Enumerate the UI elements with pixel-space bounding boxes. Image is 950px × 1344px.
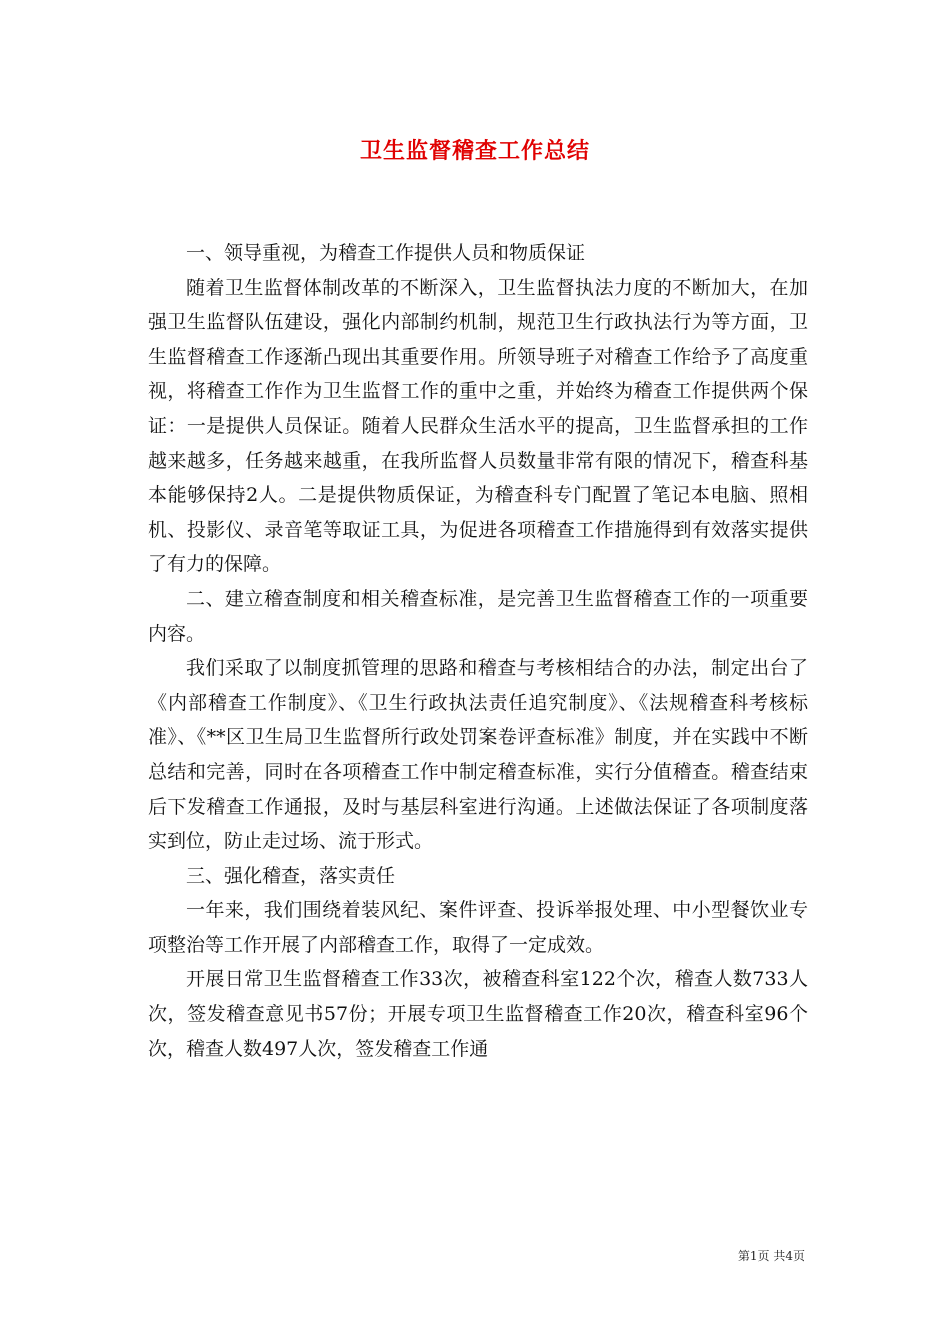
- paragraph-2: 我们采取了以制度抓管理的思路和稽查与考核相结合的办法，制定出台了《内部稽查工作制度》、《卫生行政执法责任追究制度》、《法规稽查科考核标准》、《**区卫生局卫生监督所行政处罚案卷评查标准》制度，并在实践中不断总结和完善，同时在各项稽查工作中制定稽查标准，实行分值稽查。稽查结束后下发稽查工作通报，及时与基层科室进行沟通。上述做法保证了各项制度落实到位，防止走过场、流于形式。: [148, 657, 808, 853]
- document-body: [148, 236, 808, 1066]
- section-heading-2: 二、建立稽查制度和相关稽查标准，是完善卫生监督稽查工作的一项重要内容。: [148, 587, 808, 645]
- document-title: 卫生监督稽查工作总结: [359, 138, 590, 164]
- section-heading-1: 一、领导重视，为稽查工作提供人员和物质保证: [186, 242, 586, 264]
- page-number: 第1页 共4页: [737, 1249, 805, 1263]
- paragraph-4: 开展日常卫生监督稽查工作33次，被稽查科室122个次，稽查人数733人次，签发稽查意见书57份；开展专项卫生监督稽查工作20次，稽查科室96个次，稽查人数497人次，签发稽查工作通: [148, 968, 808, 1060]
- paragraph-1: 随着卫生监督体制改革的不断深入，卫生监督执法力度的不断加大，在加强卫生监督队伍建设，强化内部制约机制，规范卫生行政执法行为等方面，卫生监督稽查工作逐渐凸现出其重要作用。所领导班子对稽查工作给予了高度重视，将稽查工作作为卫生监督工作的重中之重，并始终为稽查工作提供两个保证：一是提供人员保证。随着人民群众生活水平的提高，卫生监督承担的工作越来越多，任务越来越重，在我所监督人员数量非常有限的情况下，稽查科基本能够保持2人。二是提供物质保证，为稽查科专门配置了笔记本电脑、照相机、投影仪、录音笔等取证工具，为促进各项稽查工作措施得到有效落实提供了有力的保障。: [148, 276, 808, 576]
- paragraph-3: 一年来，我们围绕着装风纪、案件评查、投诉举报处理、中小型餐饮业专项整治等工作开展了内部稽查工作，取得了一定成效。: [148, 899, 808, 956]
- section-heading-3: 三、强化稽查，落实责任: [186, 864, 396, 887]
